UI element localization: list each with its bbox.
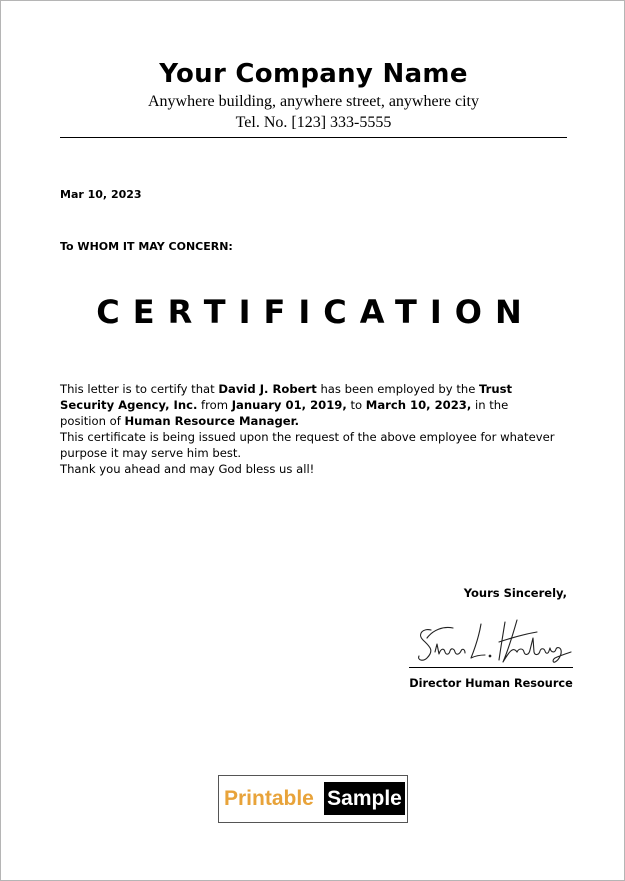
salutation: To WHOM IT MAY CONCERN: <box>60 240 233 253</box>
certification-paragraph <box>60 381 555 429</box>
signer-title: Director Human Resource <box>409 677 573 690</box>
employee-name: David J. Robert <box>218 382 317 396</box>
employer-name: Trust Security Agency, Inc. <box>60 382 513 412</box>
company-name: Your Company Name <box>159 59 468 89</box>
logo-text-printable: Printable <box>224 787 314 810</box>
signature-line <box>409 667 573 668</box>
letter-date: Mar 10, 2023 <box>60 188 142 201</box>
closing: Yours Sincerely, <box>463 586 567 600</box>
letterhead-divider <box>60 137 567 138</box>
company-phone: Tel. No. [123] 333-5555 <box>235 114 392 131</box>
start-date: January 01, 2019, <box>231 398 347 412</box>
purpose-paragraph: This certificate is being issued upon the request of the above employee for whatever purpose it may serve him best. <box>60 430 555 460</box>
body-text: has been employed by the <box>316 382 480 396</box>
printable-sample-logo <box>218 775 408 823</box>
body-text: This letter is to certify that <box>60 382 219 396</box>
thanks-paragraph: Thank you ahead and may God bless us all! <box>60 462 315 476</box>
body-text: from <box>197 398 232 412</box>
signature-image <box>413 618 573 668</box>
logo-text-sample: Sample <box>324 782 405 815</box>
certificate-title: CERTIFICATION <box>96 293 535 331</box>
body-text: to <box>346 398 366 412</box>
letter-body <box>60 381 555 477</box>
end-date: March 10, 2023, <box>365 398 472 412</box>
company-address: Anywhere building, anywhere street, anywhere city <box>148 93 479 110</box>
body-text: in the position of <box>60 398 509 428</box>
position: Human Resource Manager. <box>124 414 300 428</box>
